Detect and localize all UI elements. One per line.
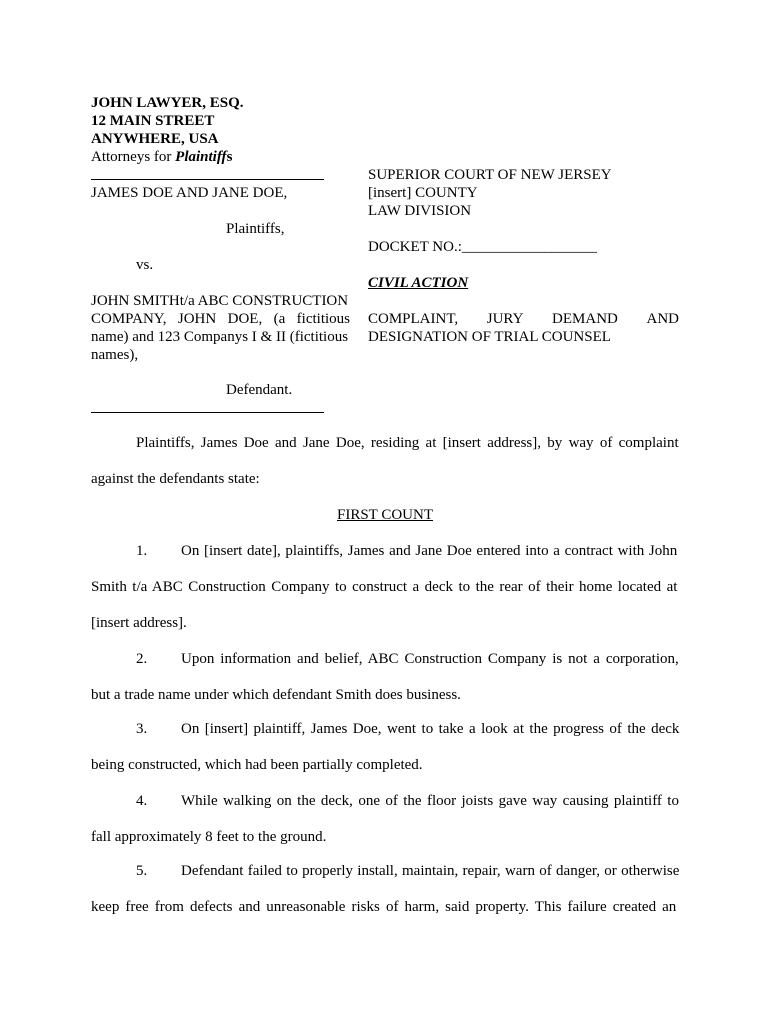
complaint-title-word: DEMAND xyxy=(552,311,618,327)
court-county: [insert] COUNTY xyxy=(368,185,478,201)
caption-defendants xyxy=(91,292,350,364)
attorney-city: ANYWHERE, USA xyxy=(91,131,219,147)
civil-action-heading xyxy=(368,274,468,292)
caption-defendant-line2 xyxy=(91,310,350,328)
caption-defendant-word: JOHN xyxy=(177,311,217,327)
paragraph-2-line1: Upon information and belief, ABC Construction Company is not a corporation, xyxy=(181,651,679,667)
attorney-role-prefix: Attorneys for xyxy=(91,149,176,165)
complaint-title-line2: DESIGNATION OF TRIAL COUNSEL xyxy=(368,329,611,345)
complaint-title-word: AND xyxy=(646,311,679,327)
caption-defendant-line1: JOHN SMITHt/a ABC CONSTRUCTION xyxy=(91,293,349,309)
paragraph-4-line1: While walking on the deck, one of the floor joists gave way causing plaintiff to xyxy=(181,793,679,809)
section-heading xyxy=(337,506,433,524)
court-name: SUPERIOR COURT OF NEW JERSEY xyxy=(368,167,612,183)
attorney-name: JOHN LAWYER, ESQ. xyxy=(91,95,244,111)
complaint-title-word: JURY xyxy=(486,311,524,327)
paragraph-5-line1: Defendant failed to properly install, maintain, repair, warn of danger, or otherwise xyxy=(181,863,680,879)
attorney-role-party: Plaintiff xyxy=(175,149,227,165)
caption-defendant-line4: names), xyxy=(91,347,139,363)
paragraph-number: 3. xyxy=(136,721,148,737)
attorney-role-suffix: s xyxy=(226,149,233,165)
paragraph-1-line1: On [insert date], plaintiffs, James and Jane Doe entered into a contract with John xyxy=(181,543,678,559)
attorney-role xyxy=(91,148,232,166)
caption-top-rule xyxy=(91,179,324,180)
paragraph-number: 1. xyxy=(136,543,148,559)
caption-defendant-word: DOE, xyxy=(227,311,263,327)
paragraph-4-line2: fall approximately 8 feet to the ground. xyxy=(91,829,327,845)
paragraph-1-line2: Smith t/a ABC Construction Company to construct a deck to the rear of their home located at xyxy=(91,579,678,595)
paragraph-2-line2: but a trade name under which defendant Smith does business. xyxy=(91,687,461,703)
complaint-title-line1 xyxy=(368,310,679,328)
paragraph-number: 2. xyxy=(136,651,148,667)
caption-defendant-label: Defendant. xyxy=(226,382,293,398)
paragraph-3-line2: being constructed, which had been partially completed. xyxy=(91,757,423,773)
caption-defendant-word: (a xyxy=(273,311,286,327)
caption-defendant-line3: name) and 123 Companys I & II (fictitious xyxy=(91,329,349,345)
docket-number xyxy=(368,238,597,256)
intro-line1: Plaintiffs, James Doe and Jane Doe, residing at [insert address], by way of complaint xyxy=(136,435,679,451)
paragraph-3-line1: On [insert] plaintiff, James Doe, went to take a look at the progress of the deck xyxy=(181,721,680,737)
paragraph-number: 4. xyxy=(136,793,148,809)
docket-label: DOCKET NO.: xyxy=(368,239,462,255)
caption-defendant-word: fictitious xyxy=(296,311,350,327)
attorney-street: 12 MAIN STREET xyxy=(91,113,215,129)
paragraph-5-line2: keep free from defects and unreasonable risks of harm, said property. This failure created an xyxy=(91,899,677,915)
complaint-title xyxy=(368,310,679,346)
caption-plaintiffs: JAMES DOE AND JANE DOE, xyxy=(91,185,288,201)
docket-blank: __________________ xyxy=(461,239,597,255)
civil-action-text: CIVIL ACTION xyxy=(368,275,469,291)
caption-bottom-rule xyxy=(91,412,324,413)
paragraph-number: 5. xyxy=(136,863,148,879)
caption-defendant-word: COMPANY, xyxy=(91,311,167,327)
court-division: LAW DIVISION xyxy=(368,203,472,219)
caption-vs: vs. xyxy=(136,257,154,273)
section-heading-text: FIRST COUNT xyxy=(337,507,433,523)
complaint-title-word: COMPLAINT, xyxy=(368,311,459,327)
intro-line2: against the defendants state: xyxy=(91,471,260,487)
caption-plaintiffs-label: Plaintiffs, xyxy=(226,221,285,237)
paragraph-1-line3: [insert address]. xyxy=(91,615,187,631)
